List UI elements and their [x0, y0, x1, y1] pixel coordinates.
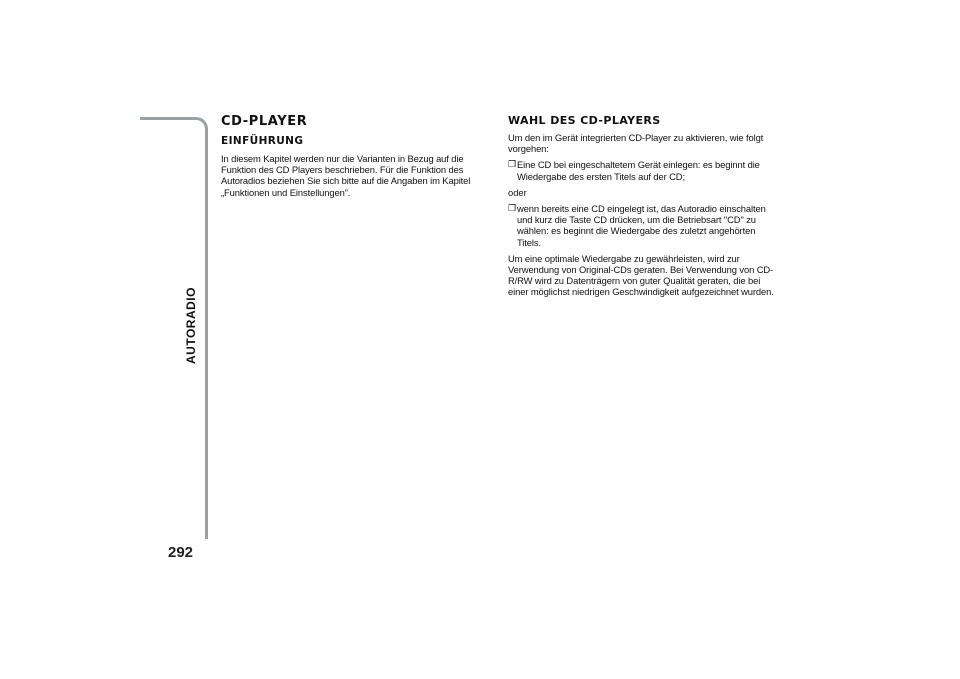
closing-paragraph: Um eine optimale Wiedergabe zu gewährleisten, wird zur Verwendung von Original-CDs geraten. Bei Verwendung von CD-R/RW wird zu Datenträgern von guter Qualität geraten, die bei einer möglichst niedrigen Geschwindigkeit aufgezeichnet wurden. [508, 252, 774, 298]
bullet-text-1: Eine CD bei eingeschaltetem Gerät einlegen: es beginnt die Wiedergabe des ersten Titels auf der CD; [517, 159, 760, 182]
intro-paragraph: In diesem Kapitel werden nur die Varianten in Bezug auf die Funktion des CD Players beschrieben. Für die Funktion des Autoradios beziehen Sie sich bitte auf die Angaben im Kapitel „Funktionen und Einstellungen”. [221, 153, 471, 198]
list-item [508, 203, 778, 248]
right-column [508, 114, 778, 303]
left-column [221, 114, 481, 203]
list-item [508, 159, 778, 181]
chapter-label: AUTORADIO [184, 287, 198, 364]
section-title: CD-PLAYER [221, 114, 308, 129]
page-number: 292 [168, 544, 194, 561]
chapter-tab [184, 287, 224, 380]
subsection-title: EINFÜHRUNG [221, 135, 304, 147]
bullet-icon: ❒ [508, 203, 517, 214]
bullet-icon: ❒ [508, 159, 517, 170]
bullet-text-2: wenn bereits eine CD eingelegt ist, das Autoradio einschalten und kurz die Taste CD drücken, um die Betriebsart "CD" zu wählen: es beginnt die Wiedergabe des zuletzt angehörten Titels. [517, 203, 766, 248]
selection-intro: Um den im Gerät integrierten CD-Player zu aktivieren, wie folgt vorgehen: [508, 132, 764, 155]
cd-player-selection-title: WAHL DES CD-PLAYERS [508, 114, 661, 127]
or-text: oder [508, 186, 527, 198]
